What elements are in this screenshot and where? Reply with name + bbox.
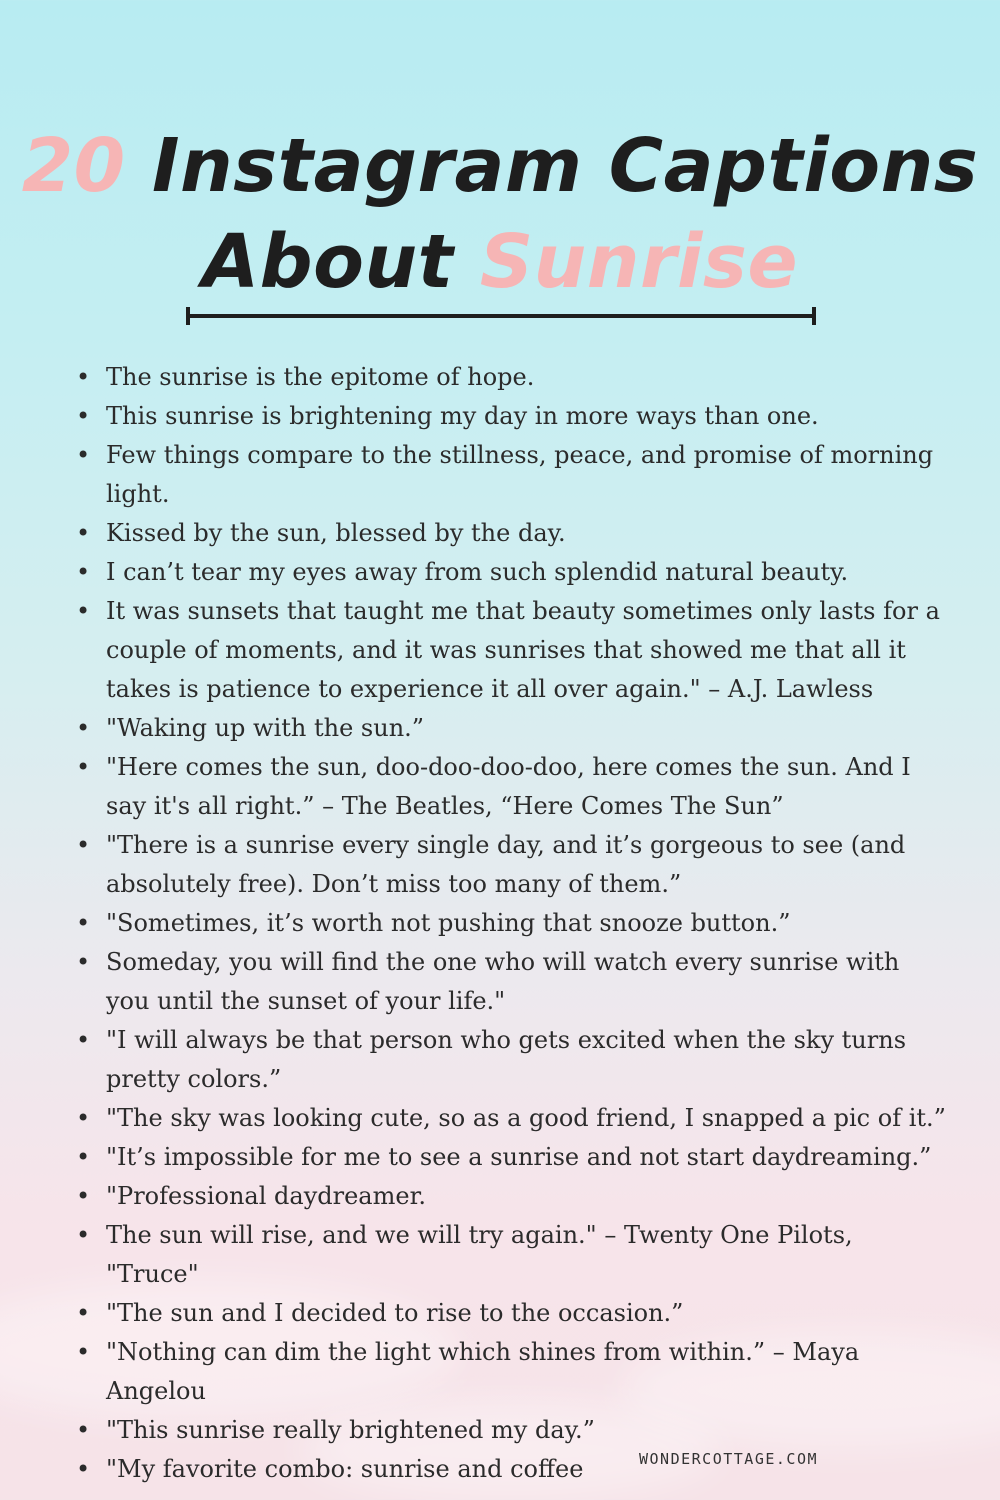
caption-item: • "The sky was looking cute, so as a good friend, I snapped a pic of it.” [70, 1099, 950, 1138]
caption-item: • "Here comes the sun, doo-doo-doo-doo, here comes the sun. And I say it's all right.” – The Beatles, “Here Comes The Sun” [70, 748, 950, 826]
caption-item: • The sunrise is the epitome of hope. [70, 358, 950, 397]
title-prefix: About [201, 219, 454, 305]
title-accent-word: Sunrise [479, 219, 799, 305]
caption-item: • It was sunsets that taught me that beauty sometimes only lasts for a couple of moments, and it was sunrises that showed me that all it takes is patience to experience it all over again." – A.J. Lawless [70, 592, 950, 709]
caption-item: • "Nothing can dim the light which shines from within.” – Maya Angelou [70, 1333, 950, 1411]
caption-list [70, 358, 950, 1489]
title-text: Instagram Captions [151, 123, 979, 209]
caption-item: • Kissed by the sun, blessed by the day. [70, 514, 950, 553]
caption-item: • "It’s impossible for me to see a sunrise and not start daydreaming.” [70, 1138, 950, 1177]
caption-item: • "I will always be that person who gets excited when the sky turns pretty colors.” [70, 1021, 950, 1099]
caption-item: • "This sunrise really brightened my day.” [70, 1411, 950, 1450]
caption-item: • Someday, you will find the one who will watch every sunrise with you until the sunset of your life." [70, 943, 950, 1021]
caption-item: • "There is a sunrise every single day, and it’s gorgeous to see (and absolutely free). Don’t miss too many of them.” [70, 826, 950, 904]
caption-item: • "Professional daydreamer. [70, 1177, 950, 1216]
title-number: 20 [21, 123, 126, 209]
site-watermark: WONDERCOTTAGE.COM [639, 1450, 819, 1468]
page-title [0, 118, 1000, 310]
caption-item: • This sunrise is brightening my day in more ways than one. [70, 397, 950, 436]
title-divider [186, 314, 816, 318]
caption-item: • "Waking up with the sun.” [70, 709, 950, 748]
title-line-1 [0, 118, 1000, 214]
caption-item: • I can’t tear my eyes away from such splendid natural beauty. [70, 553, 950, 592]
caption-item: • The sun will rise, and we will try again." – Twenty One Pilots, "Truce" [70, 1216, 950, 1294]
caption-item: • "My favorite combo: sunrise and coffee [70, 1450, 950, 1489]
caption-item: • Few things compare to the stillness, peace, and promise of morning light. [70, 436, 950, 514]
caption-item: • "Sometimes, it’s worth not pushing that snooze button.” [70, 904, 950, 943]
caption-item: • "The sun and I decided to rise to the occasion.” [70, 1294, 950, 1333]
title-line-2 [0, 214, 1000, 310]
